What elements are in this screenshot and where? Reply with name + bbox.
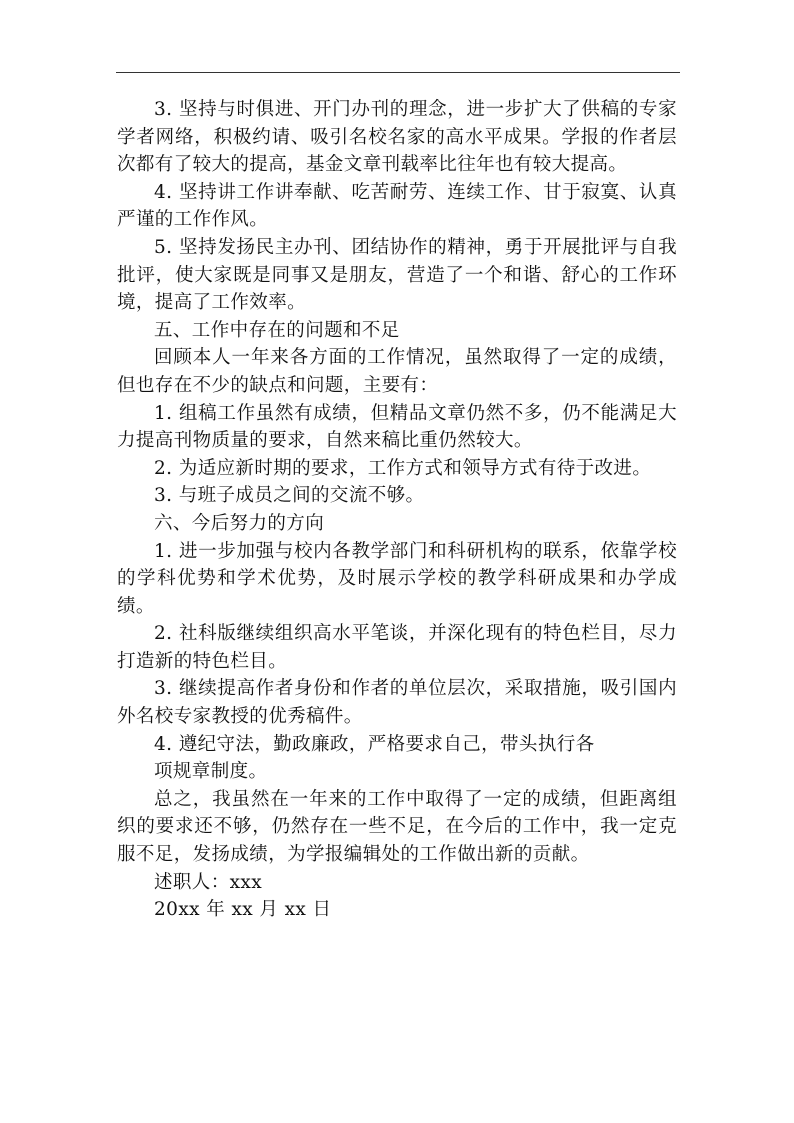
paragraph-review: 回顾本人一年来各方面的工作情况，虽然取得了一定的成绩，但也存在不少的缺点和问题，主要有： [117, 347, 677, 396]
paragraph-dedication: 4. 坚持讲工作讲奉献、吃苦耐劳、连续工作、甘于寂寞、认真严谨的工作作风。 [117, 181, 677, 231]
paragraph-problem-3: 3. 与班子成员之间的交流不够。 [154, 485, 425, 507]
signature-line: 述职人：xxx [154, 871, 263, 893]
date-line: 20xx 年 xx 月 xx 日 [154, 899, 332, 921]
paragraph-problem-1: 1. 组稿工作虽然有成绩，但精品文章仍然不多，仍不能满足大力提高刊物质量的要求，自然来稿比重仍然较大。 [117, 402, 677, 452]
header-rule [116, 72, 680, 73]
paragraph-plan-4: 4. 遵纪守法，勤政廉政，严格要求自己，带头执行各 [154, 733, 595, 755]
paragraph-democracy: 5. 坚持发扬民主办刊、团结协作的精神，勇于开展批评与自我批评，使大家既是同事又是朋友，营造了一个和谐、舒心的工作环境，提高了工作效率。 [117, 236, 677, 314]
section-heading-problems: 五、工作中存在的问题和不足 [154, 319, 400, 341]
document-body [117, 96, 677, 924]
paragraph-keep-pace: 3. 坚持与时俱进、开门办刊的理念，进一步扩大了供稿的专家学者网络，积极约请、吸引名校名家的高水平成果。学报的作者层次都有了较大的提高，基金文章刊载率比往年也有较大提高。 [117, 99, 677, 176]
section-heading-future: 六、今后努力的方向 [154, 512, 325, 534]
paragraph-plan-4-continued: 项规章制度。 [154, 761, 268, 783]
paragraph-problem-2: 2. 为适应新时期的要求，工作方式和领导方式有待于改进。 [154, 457, 652, 479]
paragraph-summary: 总之，我虽然在一年来的工作中取得了一定的成绩，但距离组织的要求还不够，仍然存在一些不足，在今后的工作中，我一定克服不足，发扬成绩，为学报编辑处的工作做出新的贡献。 [117, 788, 677, 866]
paragraph-plan-3: 3. 继续提高作者身份和作者的单位层次，采取措施，吸引国内外名校专家教授的优秀稿件。 [117, 678, 677, 728]
paragraph-plan-2: 2. 社科版继续组织高水平笔谈，并深化现有的特色栏目，尽力打造新的特色栏目。 [117, 623, 677, 672]
paragraph-plan-1: 1. 进一步加强与校内各教学部门和科研机构的联系，依靠学校的学科优势和学术优势，及时展示学校的教学科研成果和办学成绩。 [117, 540, 677, 617]
